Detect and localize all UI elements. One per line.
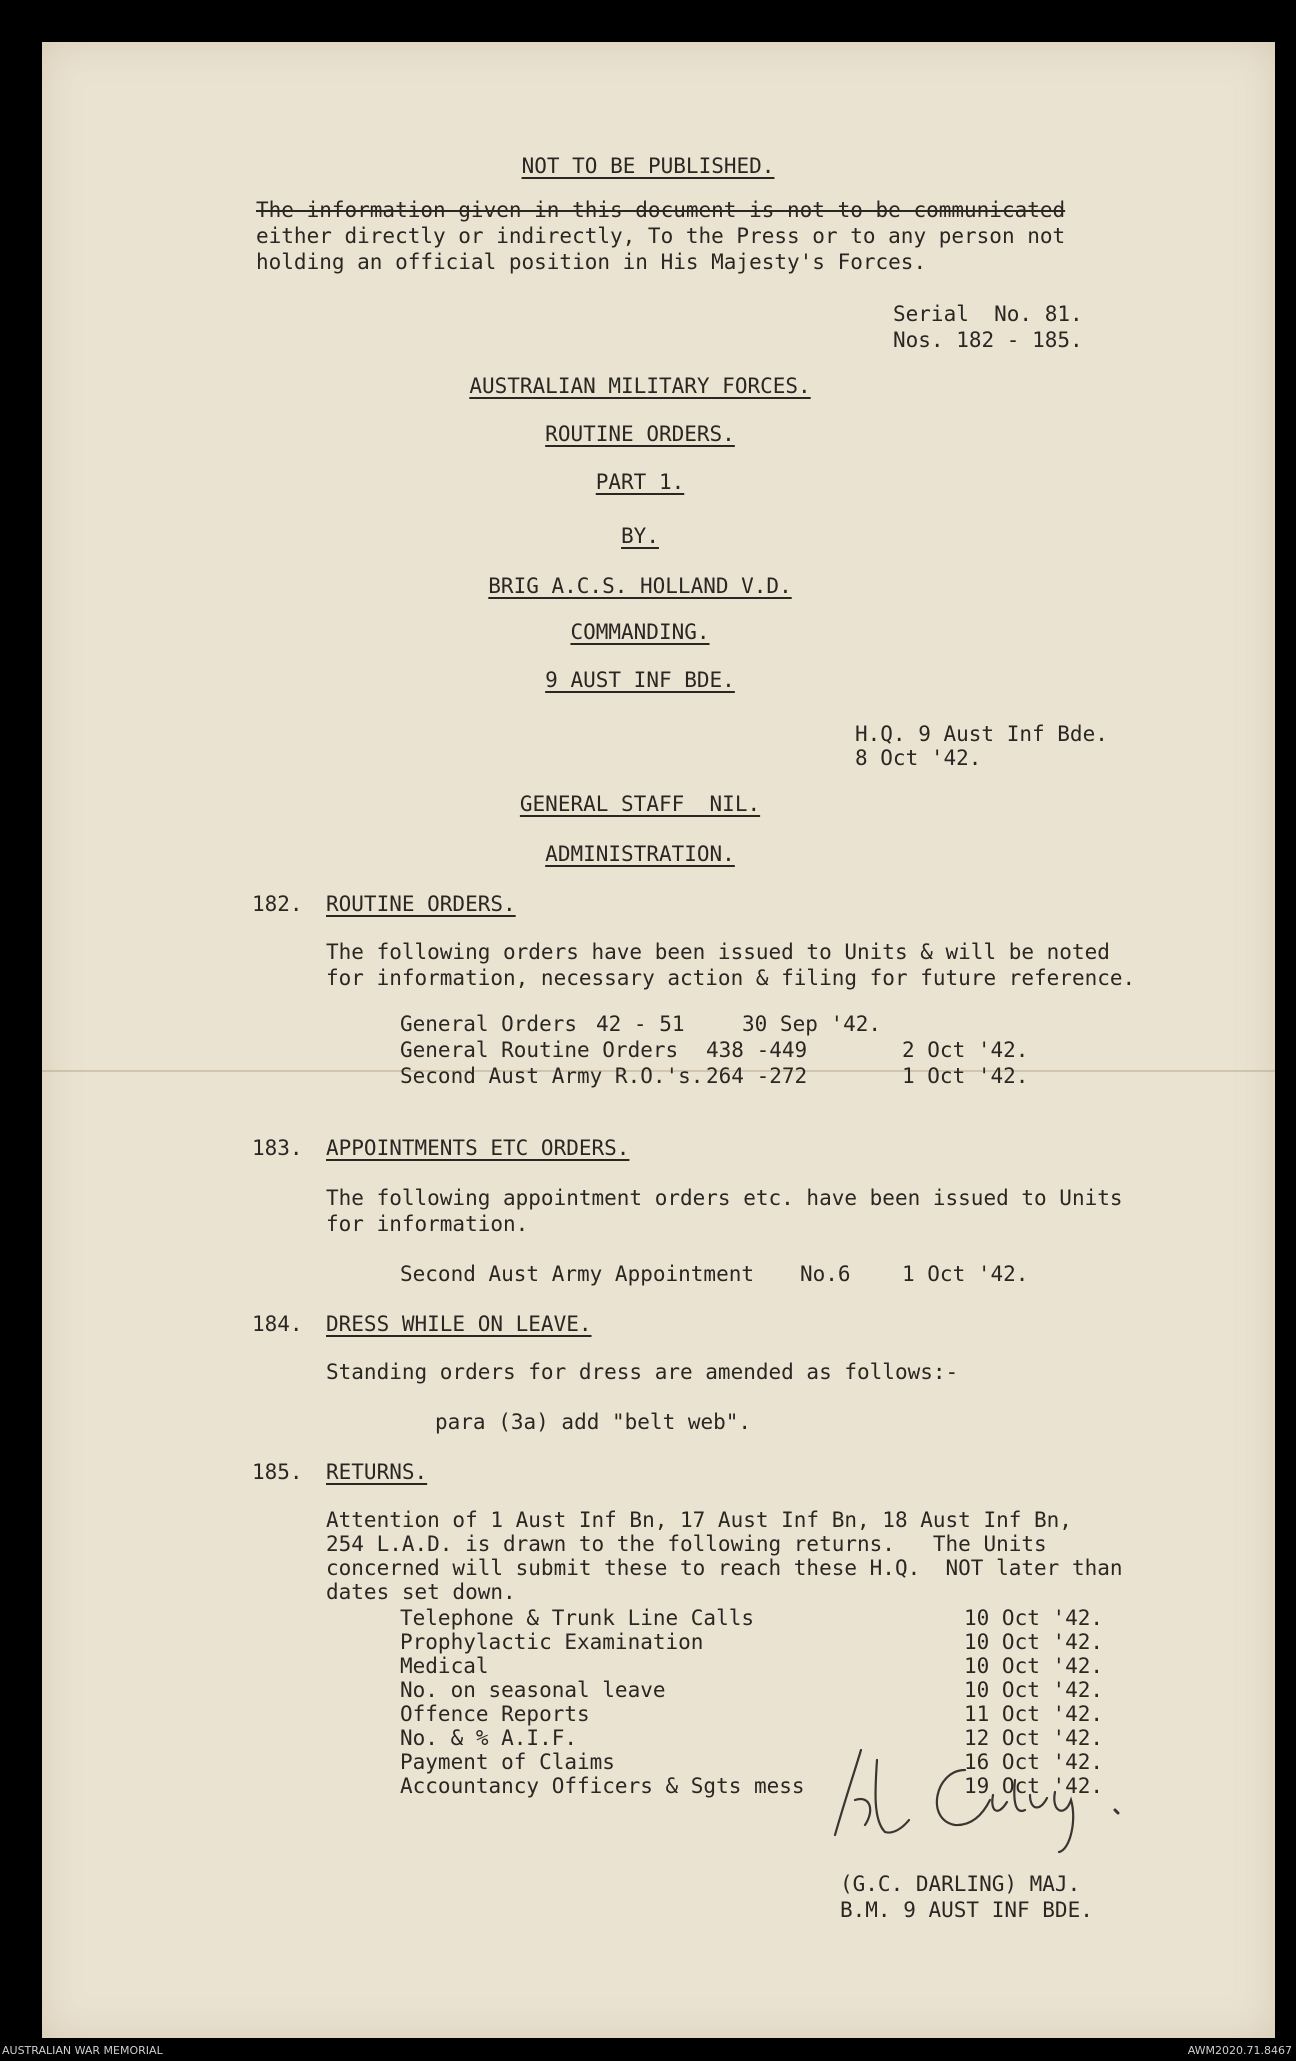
return-row-6-name: No. & % A.I.F. — [400, 1726, 578, 1750]
section-182-body-2: for information, necessary action & filing for future reference. — [326, 966, 1136, 990]
return-row-3-date: 10 Oct '42. — [964, 1654, 1104, 1678]
section-184-para: para (3a) add "belt web". — [435, 1410, 752, 1434]
hq-line-1: H.Q. 9 Aust Inf Bde. — [855, 722, 1108, 746]
return-row-2-date: 10 Oct '42. — [964, 1630, 1104, 1654]
order-row-2-numbers: 438 -449 — [706, 1038, 808, 1062]
section-182-title: ROUTINE ORDERS. — [326, 892, 516, 916]
commander-heading: BRIG A.C.S. HOLLAND V.D. — [488, 574, 792, 598]
section-182-number: 182. — [252, 892, 303, 916]
return-row-4-name: No. on seasonal leave — [400, 1678, 666, 1702]
notice-line-3: holding an official position in His Majesty's Forces. — [256, 250, 927, 274]
appointment-row-number: No.6 — [800, 1262, 851, 1286]
section-183-title: APPOINTMENTS ETC ORDERS. — [326, 1136, 630, 1160]
order-row-3-numbers: 264 -272 — [706, 1064, 808, 1088]
section-183-body-2: for information. — [326, 1212, 529, 1236]
routine-orders-heading: ROUTINE ORDERS. — [545, 422, 735, 446]
handwritten-signature — [815, 1740, 1135, 1860]
footer-archive-name: AUSTRALIAN WAR MEMORIAL — [2, 2044, 163, 2057]
by-heading: BY. — [621, 524, 659, 548]
general-staff-heading: GENERAL STAFF NIL. — [519, 792, 761, 816]
order-numbers: Nos. 182 - 185. — [893, 328, 1083, 352]
return-row-7-name: Payment of Claims — [400, 1750, 615, 1774]
order-row-3-date: 1 Oct '42. — [902, 1064, 1029, 1088]
section-184-number: 184. — [252, 1312, 303, 1336]
administration-heading: ADMINISTRATION. — [545, 842, 735, 866]
order-row-2-name: General Routine Orders — [400, 1038, 679, 1062]
signatory-name: (G.C. DARLING) MAJ. — [840, 1872, 1081, 1896]
hq-date: 8 Oct '42. — [855, 746, 982, 770]
appointment-row-name: Second Aust Army Appointment — [400, 1262, 755, 1286]
not-to-be-published-title: NOT TO BE PUBLISHED. — [521, 154, 775, 178]
notice-line-2: either directly or indirectly, To the Press or to any person not — [256, 224, 1066, 248]
signatory-role: B.M. 9 AUST INF BDE. — [840, 1898, 1093, 1922]
return-row-6-date: 12 Oct '42. — [964, 1726, 1104, 1750]
notice-line-1: The information given in this document is not to be communicated — [256, 198, 1066, 222]
section-185-body-4: dates set down. — [326, 1580, 516, 1604]
appointment-row-date: 1 Oct '42. — [902, 1262, 1029, 1286]
order-row-3-name: Second Aust Army R.O.'s. — [400, 1064, 704, 1088]
section-184-body: Standing orders for dress are amended as follows:- — [326, 1360, 959, 1384]
return-row-2-name: Prophylactic Examination — [400, 1630, 704, 1654]
return-row-3-name: Medical — [400, 1654, 489, 1678]
order-row-1-numbers: 42 - 51 — [596, 1012, 685, 1036]
part-heading: PART 1. — [595, 470, 685, 494]
section-185-number: 185. — [252, 1460, 303, 1484]
serial-number: Serial No. 81. — [893, 302, 1083, 326]
order-row-1-name: General Orders — [400, 1012, 578, 1036]
return-row-5-name: Offence Reports — [400, 1702, 590, 1726]
section-183-number: 183. — [252, 1136, 303, 1160]
section-185-title: RETURNS. — [326, 1460, 428, 1484]
commanding-heading: COMMANDING. — [570, 620, 710, 644]
section-185-body-3: concerned will submit these to reach these H.Q. NOT later than — [326, 1556, 1123, 1580]
footer-accession-number: AWM2020.71.8467 — [1187, 2044, 1292, 2057]
return-row-8-date: 19 Oct '42. — [964, 1774, 1104, 1798]
section-182-body-1: The following orders have been issued to Units & will be noted — [326, 940, 1110, 964]
section-185-body-1: Attention of 1 Aust Inf Bn, 17 Aust Inf Bn, 18 Aust Inf Bn, — [326, 1508, 1072, 1532]
order-row-1-date: 30 Sep '42. — [742, 1012, 882, 1036]
return-row-1-name: Telephone & Trunk Line Calls — [400, 1606, 755, 1630]
section-184-title: DRESS WHILE ON LEAVE. — [326, 1312, 592, 1336]
return-row-8-name: Accountancy Officers & Sgts mess — [400, 1774, 805, 1798]
return-row-7-date: 16 Oct '42. — [964, 1750, 1104, 1774]
return-row-5-date: 11 Oct '42. — [964, 1702, 1104, 1726]
unit-heading: 9 AUST INF BDE. — [545, 668, 735, 692]
return-row-1-date: 10 Oct '42. — [964, 1606, 1104, 1630]
forces-heading: AUSTRALIAN MILITARY FORCES. — [469, 374, 811, 398]
section-183-body-1: The following appointment orders etc. have been issued to Units — [326, 1186, 1123, 1210]
section-185-body-2: 254 L.A.D. is drawn to the following returns. The Units — [326, 1532, 1047, 1556]
order-row-2-date: 2 Oct '42. — [902, 1038, 1029, 1062]
return-row-4-date: 10 Oct '42. — [964, 1678, 1104, 1702]
